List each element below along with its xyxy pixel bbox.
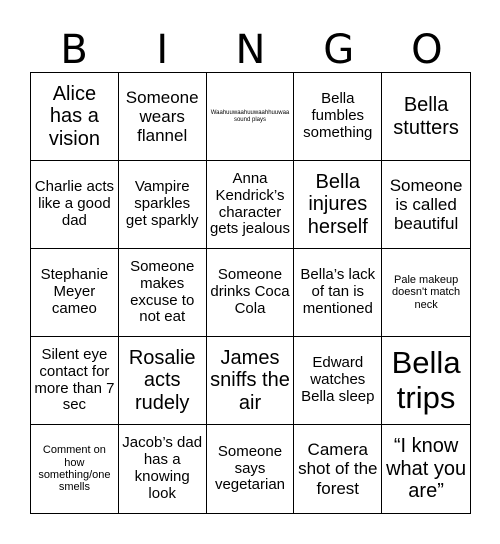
bingo-cell[interactable] — [294, 337, 382, 425]
bingo-cell[interactable] — [31, 249, 119, 337]
cell-text: Camera shot of the forest — [298, 440, 378, 498]
cell-text: Bella injures herself — [307, 170, 368, 238]
bingo-cell[interactable] — [119, 73, 207, 161]
cell-text: Someone drinks Coca Cola — [210, 266, 290, 317]
bingo-cell[interactable] — [31, 425, 119, 513]
bingo-board — [30, 72, 471, 514]
bingo-cell[interactable] — [207, 425, 295, 513]
header-letter-b: B — [60, 27, 88, 73]
cell-text: James sniffs the air — [210, 346, 290, 414]
cell-text: Stephanie Meyer cameo — [40, 266, 109, 317]
bingo-cell[interactable] — [207, 249, 295, 337]
cell-text: Bella fumbles something — [303, 90, 373, 141]
cell-text: Bella’s lack of tan is mentioned — [300, 266, 376, 317]
header-letter-n: N — [235, 27, 266, 73]
cell-text: Rosalie acts rudely — [128, 346, 196, 414]
cell-text: Anna Kendrick’s character gets jealous — [209, 169, 291, 238]
cell-text: Jacob’s dad has a knowing look — [122, 434, 203, 502]
header-letter-g: G — [323, 27, 355, 73]
bingo-cell[interactable] — [31, 337, 119, 425]
bingo-cell[interactable] — [382, 337, 470, 425]
cell-text: Bella stutters — [393, 94, 459, 139]
cell-text: Waahuuwaahuuwaahhuuwaa sound plays — [210, 109, 290, 123]
cell-text: Charlie acts like a good dad — [34, 178, 114, 229]
header-letter-o: O — [411, 27, 443, 73]
cell-text: Edward watches Bella sleep — [301, 354, 375, 405]
header-letter-i: I — [156, 27, 169, 73]
bingo-cell[interactable] — [31, 73, 119, 161]
bingo-cell[interactable] — [294, 73, 382, 161]
bingo-cell[interactable] — [207, 337, 295, 425]
bingo-cell[interactable] — [294, 425, 382, 513]
bingo-cell[interactable] — [119, 249, 207, 337]
bingo-cell[interactable] — [207, 161, 295, 249]
bingo-cell[interactable] — [119, 337, 207, 425]
cell-text: Vampire sparkles get sparkly — [125, 178, 199, 229]
cell-text: Alice has a vision — [48, 82, 100, 150]
cell-text: Bella trips — [391, 344, 461, 415]
bingo-cell[interactable] — [31, 161, 119, 249]
bingo-cell[interactable] — [207, 73, 295, 161]
bingo-cell[interactable] — [382, 73, 470, 161]
cell-text: Silent eye contact for more than 7 sec — [34, 345, 115, 414]
bingo-cell[interactable] — [294, 161, 382, 249]
bingo-cell[interactable] — [119, 425, 207, 513]
bingo-header — [30, 28, 471, 72]
cell-text: Pale makeup doesn't match neck — [392, 274, 461, 311]
cell-text: Comment on how something/one smells — [38, 444, 111, 494]
bingo-cell[interactable] — [382, 249, 470, 337]
bingo-cell[interactable] — [382, 425, 470, 513]
cell-text: Someone wears flannel — [125, 87, 199, 146]
bingo-cell[interactable] — [294, 249, 382, 337]
cell-text: Someone makes excuse to not eat — [130, 257, 195, 326]
cell-text: Someone says vegetarian — [214, 442, 286, 494]
cell-text: “I know what you are” — [386, 435, 467, 503]
cell-text: Someone is called beautiful — [389, 175, 463, 234]
bingo-cell[interactable] — [119, 161, 207, 249]
bingo-cell[interactable] — [382, 161, 470, 249]
